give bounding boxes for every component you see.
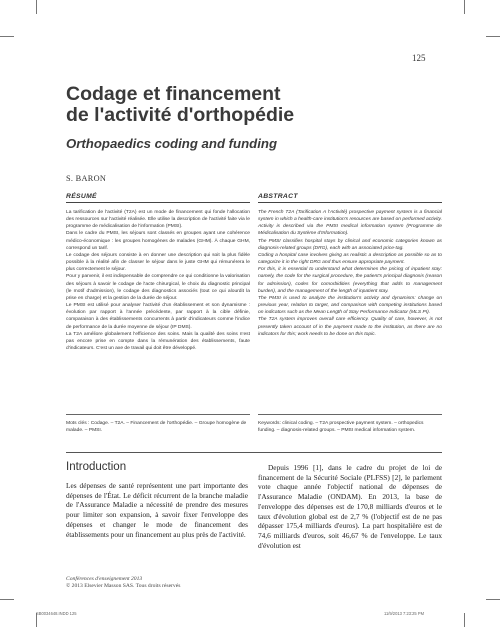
resume-paragraph: La tarification de l'activité (T2A) est un mode de financement qui fonde l'allocation des ressources sur l'activité réalisée. Elle utilise la description de l'activité faite via le programme de médicalisation de l'information (PMSI). <box>66 210 250 230</box>
resume-section <box>66 193 250 352</box>
footer <box>66 576 180 590</box>
crop-mark <box>486 599 500 600</box>
keywords-divider <box>66 414 250 415</box>
resume-paragraph: Le PMSI est utilisé pour analyser l'activité d'un établissement et son dynamisme : évolution par rapport à l'année précédente, par rapport à la cible définie, comparaison à des établissements concurrents à partir d'indicateurs comme l'indice de performance de la durée moyenne de séjour (IP DMS). <box>66 303 250 330</box>
resume-paragraph: Dans le cadre du PMSI, les séjours sont classés en groupes ayant une cohérence médico-économique : les groupes homogènes de malades (GHM). À chaque GHM, correspond un tarif. <box>66 231 250 251</box>
resume-keywords: Mots clés : Codage. – T2A. – Financement de l'orthopédie. – Groupe homogène de malade. – PMSI. <box>66 421 247 434</box>
abstract-paragraph: For this, it is essential to understand what determines the pricing of inpatient stay: namely, the code for the surgical procedure, the patient's principal diagnosis (reason for admission), codes for comorbidities (everything that adds to management burden), and the management of the length of inpatient stay. <box>258 267 442 294</box>
crop-mark <box>486 36 500 37</box>
abstract-paragraph: The French T2A (Tarification A l'Activité) prospective payment system is a financial system in which a health-care institution's resources are based on performed activity. Activity is described via the PMSI medical information system (Programme de Médicalisation du Système d'Information). <box>258 210 442 237</box>
keywords-divider <box>258 414 442 415</box>
resume-paragraph: La T2A améliore globalement l'efficience des soins. Mais la qualité des soins n'est pas encore prise en compte dans la rémunération des établissements, faute d'indicateurs. C'est un axe de travail qui doit être développé. <box>66 331 250 351</box>
crop-mark <box>0 36 14 37</box>
crop-mark <box>464 0 465 14</box>
abstract-keywords: Keywords: clinical coding. – T2A prospective payment system. – orthopedics funding. – diagnosis-related groups. – PMSI medical information system. <box>258 421 424 434</box>
introduction-heading: Introduction <box>66 461 127 473</box>
crop-mark <box>36 0 37 14</box>
print-slug-file: SB0034648.INDD 125 <box>36 611 77 616</box>
abstract-paragraph: The T2A system improves overall care efficiency. Quality of care, however, is not presently taken account of in the payment made to the institution, as there are no indicators for this; work needs to be done on this topic. <box>258 317 442 337</box>
crop-mark <box>0 599 14 600</box>
introduction-text-left: Les dépenses de santé représentent une part importante des dépenses de l'État. Le déficit récurrent de la branche maladie de l'Assurance Maladie a nécessité de prendre des mesures pour limiter son expansion, à savoir fixer l'enveloppe des dépenses et changer le mode de financement des établissements pour un financement au plus près de l'activité. <box>66 481 248 539</box>
crop-mark <box>464 613 465 627</box>
copyright: © 2013 Elsevier Masson SAS. Tous droits réservés <box>66 583 181 590</box>
section-divider <box>66 452 442 453</box>
introduction-text-right: Depuis 1996 [1], dans le cadre du projet de loi de financement de la Sécurité Sociale (PLFSS) [2], le parlement vote chaque année l'objectif national de dépenses de l'Assurance Maladie (ONDAM). En 2013, la base de l'enveloppe des dépenses est de 170,8 milliards d'euros et le taux d'évolution global est de 2,7 % (l'objectif est de ne pas dépasser 175,4 milliards d'euros). La part hospitalière est de 74,6 milliards d'euros, soit 46,67 % de l'enveloppe. Le taux d'évolution est <box>258 463 442 550</box>
abstract-paragraph: The PMSI is used to analyze the institution's activity and dynamism: change on previous year, relation to target, and comparison with competing institutions based on indicators such as the Mean Length of Stay Performance Indicator (MLS PI). <box>258 295 442 316</box>
article-title <box>66 84 294 126</box>
abstract-section <box>258 193 442 338</box>
page-number: 125 <box>412 53 426 63</box>
author: S. BARON <box>66 174 107 183</box>
abstract-text <box>258 209 442 338</box>
abstract-paragraph: Coding a hospital case involves giving as realistic a description as possible so as to categorize it in the right DRG and thus ensure appropriate payment. <box>258 252 442 266</box>
abstract-paragraph: The PMSI classifies hospital stays by clinical and economic categories known as diagnosis-related groups (DRG), each with an associated price-tag. <box>258 238 442 251</box>
resume-heading: RÉSUMÉ <box>66 193 250 203</box>
abstract-heading: ABSTRACT <box>258 193 442 203</box>
title-line-2: de l'activité d'orthopédie <box>66 104 295 126</box>
resume-paragraph: Le codage des séjours consiste à en donner une description qui soit la plus fidèle possible à la réalité afin de classer le séjour dans le juste GHM qui rémunérera le plus correctement le séjour. <box>66 252 250 273</box>
title-line-1: Codage et financement <box>66 83 281 105</box>
resume-text <box>66 209 250 352</box>
article-title-english: Orthopaedics coding and funding <box>66 136 277 151</box>
conference-name: Conférences d'enseignement 2013 <box>66 576 143 582</box>
resume-paragraph: Pour y parvenir, il est indispensable de comprendre ce qui conditionne la valorisation des séjours à savoir le codage de l'acte chirurgical, le choix du diagnostic principal (le motif d'admission), le codage des diagnostics associés (tout ce qui alourdit la prise en charge) et la gestion de la durée de séjour. <box>66 274 250 301</box>
print-slug-date: 11/9/2013 7:23:25 PM <box>384 611 424 616</box>
